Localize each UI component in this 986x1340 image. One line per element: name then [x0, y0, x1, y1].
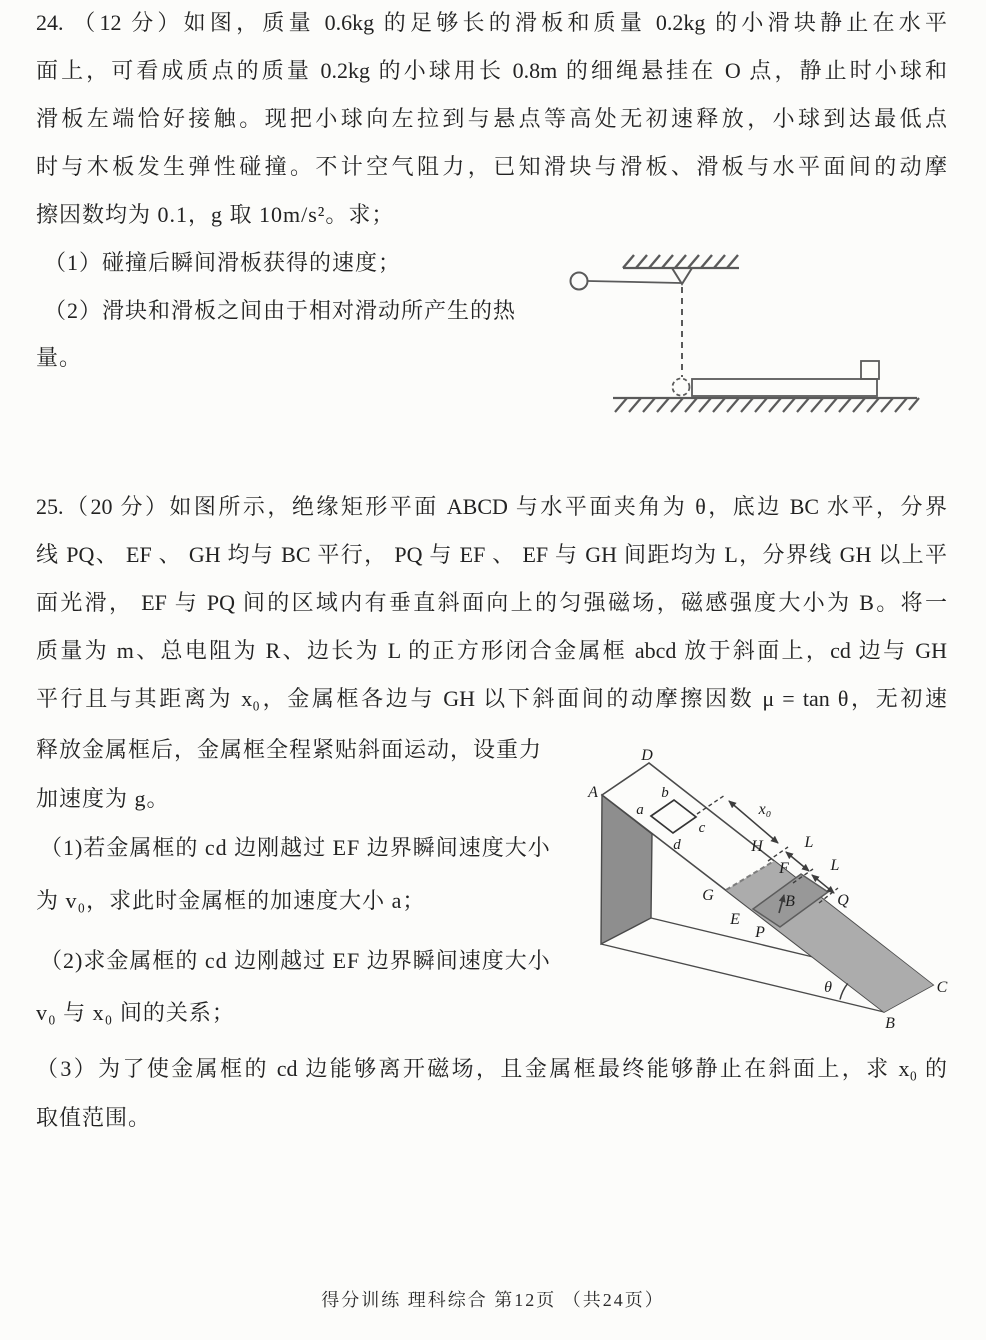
label-d: d [673, 837, 681, 853]
p25-line-6: 释放金属框后，金属框全程紧贴斜面运动，设重力 [36, 737, 543, 762]
L1-arrow [786, 852, 809, 871]
pivot-support [672, 268, 692, 284]
label-L1: L [804, 834, 814, 851]
ball-lowest-position [673, 379, 690, 396]
ball-initial-position [571, 273, 588, 290]
ceiling-hatching [623, 255, 738, 268]
label-Q: Q [837, 892, 849, 909]
p24-line-4: 时与木板发生弹性碰撞。不计空气阻力，已知滑块与滑板、滑板与水平面间的动摩 [36, 154, 947, 179]
p25-line-5: 平行且与其距离为 x₀，金属框各边与 GH 以下斜面间的动摩擦因数 μ = tan θ，无初速 [36, 686, 947, 711]
p24-line-1: 24. （12 分）如图，质量 0.6kg 的足够长的滑板和质量 0.2kg 的小滑块静止在水平 [36, 10, 947, 35]
page-footer: 得分训练 理科综合 第12页 （共24页） [321, 1290, 665, 1310]
label-a: a [636, 802, 644, 818]
label-c: c [698, 820, 706, 836]
label-G: G [702, 887, 714, 904]
label-B-field: B [785, 893, 795, 910]
label-b: b [661, 785, 669, 801]
ground-hatching [615, 398, 919, 412]
p25-line-7: 加速度为 g。 [36, 786, 170, 811]
tick-GH [768, 847, 788, 861]
label-L2: L [830, 857, 840, 874]
p25-question-2a: （2)求金属框的 cd 边刚越过 EF 边界瞬间速度大小 [40, 948, 551, 973]
p24-line-5: 擦因数均为 0.1，g 取 10m/s²。求； [36, 202, 395, 227]
label-F: F [779, 860, 789, 877]
label-x0: x₀ [758, 801, 772, 818]
label-H: H [751, 838, 763, 855]
string-horizontal [588, 281, 681, 283]
label-B: B [885, 1015, 895, 1032]
label-E: E [730, 911, 740, 928]
p24-line-8: 量。 [36, 345, 83, 370]
figure-pendulum-board [555, 248, 935, 418]
figure-inclined-plane [585, 740, 955, 1040]
label-D: D [641, 747, 653, 764]
p24-line-2: 面上，可看成质点的质量 0.2kg 的小球用长 0.8m 的细绳悬挂在 O 点，静止时小球和 [36, 58, 947, 83]
label-P: P [755, 924, 765, 941]
label-theta: θ [824, 979, 832, 996]
p24-question-1: （1）碰撞后瞬间滑板获得的速度； [44, 250, 402, 275]
p24-line-3: 滑板左端恰好接触。现把小球向左拉到与悬点等高处无初速释放，小球到达最低点 [36, 106, 947, 131]
p24-question-2: （2）滑块和滑板之间由于相对滑动所产生的热 [44, 298, 517, 323]
p25-line-3: 面光滑， EF 与 PQ 间的区域内有垂直斜面向上的匀强磁场，磁感强度大小为 B。将一 [36, 590, 947, 615]
p25-question-1b: 为 v₀，求此时金属框的加速度大小 a； [36, 888, 426, 913]
p25-line-2: 线 PQ、 EF 、 GH 均与 BC 平行， PQ 与 EF 、 EF 与 GH 间距均为 L，分界线 GH 以上平 [36, 542, 947, 567]
theta-arc [840, 983, 848, 999]
board [692, 379, 877, 396]
slider-block [861, 361, 879, 379]
p25-question-1a: （1)若金属框的 cd 边刚越过 EF 边界瞬间速度大小 [40, 835, 551, 860]
p25-question-2b: v₀ 与 x₀ 间的关系； [36, 1000, 235, 1025]
p25-question-3a: （3）为了使金属框的 cd 边能够离开磁场，且金属框最终能够静止在斜面上，求 x₀ 的 [36, 1056, 947, 1081]
label-C: C [936, 979, 948, 996]
p25-question-3b: 取值范围。 [36, 1105, 152, 1130]
p25-line-1: 25.（20 分）如图所示，绝缘矩形平面 ABCD 与水平面夹角为 θ，底边 BC 水平，分界 [36, 494, 947, 519]
p25-line-4: 质量为 m、总电阻为 R、边长为 L 的正方形闭合金属框 abcd 放于斜面上，cd 边与 GH [36, 638, 947, 663]
label-A: A [588, 784, 598, 801]
